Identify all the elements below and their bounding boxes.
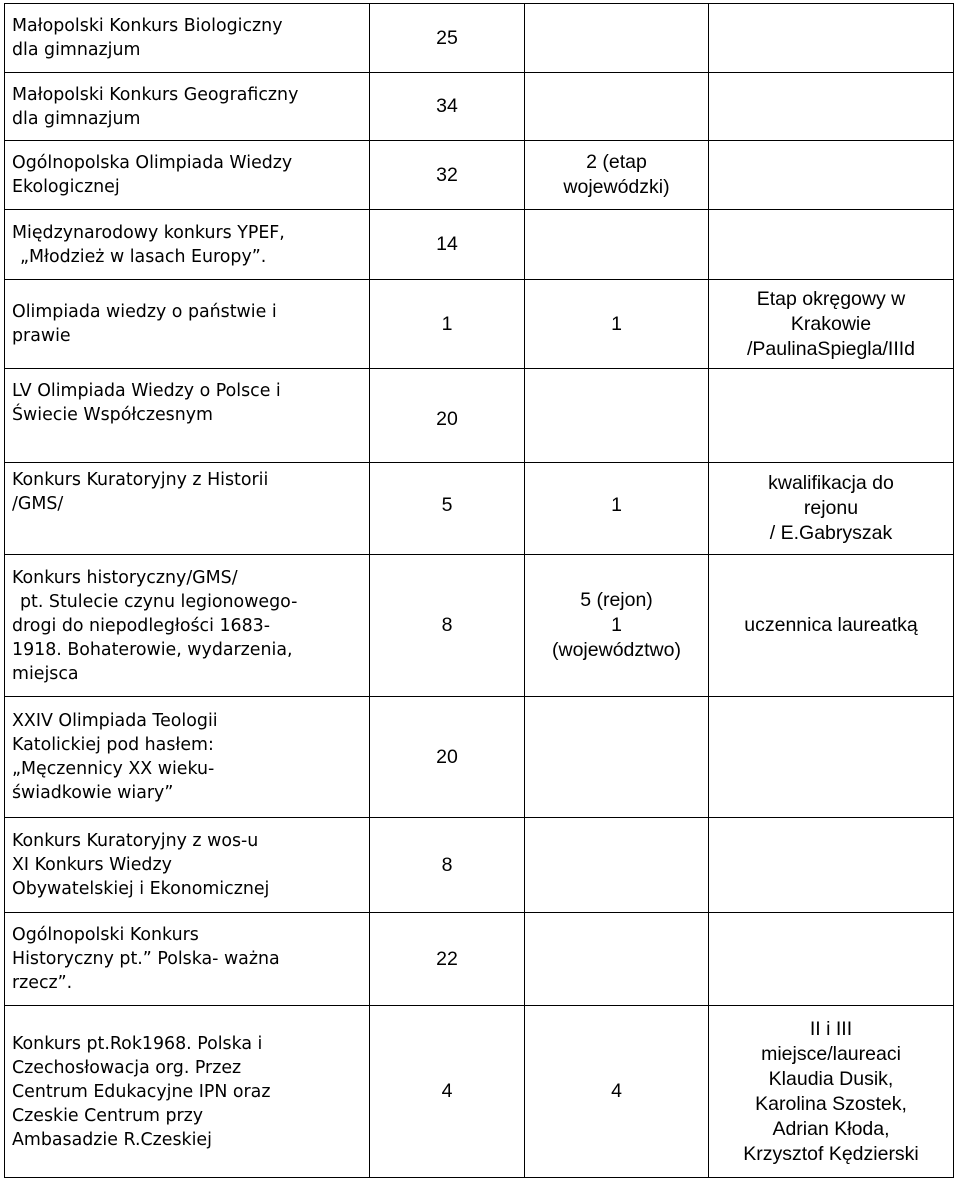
result-line: 5 (rejon) xyxy=(580,589,653,611)
participants-cell xyxy=(370,463,525,555)
participants-cell: 32 xyxy=(370,141,525,210)
table-row xyxy=(5,4,954,73)
result-line: 1 xyxy=(611,614,622,636)
competition-name-line: prawie xyxy=(12,326,71,346)
note-line: / E.Gabryszak xyxy=(769,522,893,544)
competition-name-line: Olimpiada wiedzy o państwie i xyxy=(12,302,277,322)
note-line: Krakowie xyxy=(790,312,872,335)
note-line: Adrian Kłoda, xyxy=(772,1117,890,1140)
competition-name-cell xyxy=(5,818,370,913)
competition-name-line: Konkurs pt.Rok1968. Polska i xyxy=(12,1033,263,1054)
competition-name-line: 1918. Bohaterowie, wydarzenia, xyxy=(12,639,293,660)
competition-name-line: XI Konkurs Wiedzy xyxy=(12,855,172,875)
competition-name-cell xyxy=(5,913,370,1006)
note-line: Krzysztof Kędzierski xyxy=(743,1142,919,1165)
competition-name-line: świadkowie wiary” xyxy=(12,783,174,803)
note-line: Klaudia Dusik, xyxy=(768,1067,894,1090)
competition-name-line: dla gimnazjum xyxy=(12,40,141,60)
note-cell xyxy=(709,818,954,913)
competition-name-line: Konkurs Kuratoryjny z Historii xyxy=(12,470,269,490)
note-line: Karolina Szostek, xyxy=(755,1092,907,1115)
competition-name-line: pt. Stulecie czynu legionowego- xyxy=(20,591,298,612)
table-row xyxy=(5,818,954,913)
competition-name-line: Czechosłowacja org. Przez xyxy=(12,1057,242,1078)
competition-name-line: Czeskie Centrum przy xyxy=(12,1105,204,1126)
competition-name-line: Ekologicznej xyxy=(12,177,120,197)
participants-cell: 4 xyxy=(370,1006,525,1178)
competition-name-line: Centrum Edukacyjne IPN oraz xyxy=(12,1081,271,1102)
result-cell xyxy=(525,1006,709,1178)
result-line: (województwo) xyxy=(552,639,681,661)
table-row xyxy=(5,555,954,697)
result-line: 2 (etap xyxy=(586,151,647,173)
competition-name-cell xyxy=(5,141,370,210)
competition-results-table xyxy=(4,3,954,1178)
competition-name-line: Międzynarodowy konkurs YPEF, xyxy=(12,222,285,243)
note-line: kwalifikacja do xyxy=(768,472,894,494)
participants-cell xyxy=(370,369,525,463)
table-row xyxy=(5,280,954,369)
competition-name-line: Historyczny pt.” Polska- ważna xyxy=(12,949,280,969)
note-line: /PaulinaSpiegla/IIId xyxy=(746,337,916,360)
note-line: Etap okręgowy w xyxy=(756,287,906,310)
competition-name-line: Ambasadzie R.Czeskiej xyxy=(12,1129,212,1150)
note-cell xyxy=(709,4,954,73)
note-line: uczennica laureatką xyxy=(744,614,918,636)
result-cell xyxy=(525,280,709,369)
competition-name-line: Katolickiej pod hasłem: xyxy=(12,735,214,755)
competition-name-cell xyxy=(5,555,370,697)
table-row xyxy=(5,73,954,141)
competition-name-cell xyxy=(5,1006,370,1178)
result-cell xyxy=(525,818,709,913)
note-cell xyxy=(709,697,954,818)
table-row xyxy=(5,697,954,818)
participants-cell: 20 xyxy=(370,697,525,818)
participants-cell: 34 xyxy=(370,73,525,141)
competition-name-line: Konkurs historyczny/GMS/ xyxy=(12,567,238,588)
table-body xyxy=(5,4,954,1178)
competition-name-line: dla gimnazjum xyxy=(12,108,141,129)
participants-cell: 14 xyxy=(370,210,525,280)
competition-name-cell xyxy=(5,697,370,818)
table-row xyxy=(5,141,954,210)
result-cell xyxy=(525,913,709,1006)
participants-cell: 8 xyxy=(370,818,525,913)
participants-cell: 25 xyxy=(370,4,525,73)
result-cell xyxy=(525,4,709,73)
competition-name-line: Małopolski Konkurs Biologiczny xyxy=(12,16,283,36)
note-cell xyxy=(709,141,954,210)
competition-name-line: miejsca xyxy=(12,663,79,684)
competition-name-cell xyxy=(5,4,370,73)
competition-name-line: Małopolski Konkurs Geograficzny xyxy=(12,84,299,105)
result-cell xyxy=(525,141,709,210)
participants-cell: 1 xyxy=(370,280,525,369)
note-line: rejonu xyxy=(803,497,859,519)
competition-name-line: Konkurs Kuratoryjny z wos-u xyxy=(12,831,259,851)
note-cell xyxy=(709,369,954,463)
result-line: 1 xyxy=(611,494,622,516)
note-cell xyxy=(709,555,954,697)
table-row xyxy=(5,1006,954,1178)
competition-name-line: rzecz”. xyxy=(12,973,73,993)
table-row xyxy=(5,463,954,555)
competition-name-line: /GMS/ xyxy=(12,494,64,514)
result-cell xyxy=(525,369,709,463)
participants-cell: 8 xyxy=(370,555,525,697)
competition-name-cell xyxy=(5,280,370,369)
competition-name-line: Ogólnopolska Olimpiada Wiedzy xyxy=(12,153,293,173)
competition-name-cell xyxy=(5,73,370,141)
result-line: 4 xyxy=(611,1080,622,1102)
note-cell xyxy=(709,1006,954,1178)
table-row xyxy=(5,210,954,280)
participants-cell: 22 xyxy=(370,913,525,1006)
competition-name-line: LV Olimpiada Wiedzy o Polsce i xyxy=(12,381,281,401)
participants-value: 5 xyxy=(441,494,453,516)
note-cell xyxy=(709,463,954,555)
note-line: miejsce/laureaci xyxy=(761,1042,901,1065)
table-row xyxy=(5,369,954,463)
note-cell xyxy=(709,210,954,280)
result-cell xyxy=(525,555,709,697)
result-cell xyxy=(525,463,709,555)
competition-name-cell xyxy=(5,210,370,280)
competition-name-line: XXIV Olimpiada Teologii xyxy=(12,711,218,731)
participants-value: 20 xyxy=(436,408,458,430)
competition-name-line: Obywatelskiej i Ekonomicznej xyxy=(12,879,270,899)
result-line: wojewódzki) xyxy=(563,176,670,198)
competition-name-line: drogi do niepodległości 1683- xyxy=(12,615,270,636)
result-cell xyxy=(525,210,709,280)
table-row xyxy=(5,913,954,1006)
note-cell xyxy=(709,280,954,369)
note-cell xyxy=(709,73,954,141)
result-line: 1 xyxy=(611,312,622,335)
competition-name-line: Świecie Współczesnym xyxy=(12,405,213,425)
competition-name-line: „Młodzież w lasach Europy”. xyxy=(20,246,267,267)
note-cell xyxy=(709,913,954,1006)
competition-name-line: „Męczennicy XX wieku- xyxy=(12,759,215,779)
competition-name-cell xyxy=(5,463,370,555)
competition-name-cell xyxy=(5,369,370,463)
competition-name-line: Ogólnopolski Konkurs xyxy=(12,925,199,945)
result-cell xyxy=(525,697,709,818)
note-line: II i III xyxy=(809,1017,853,1040)
result-cell xyxy=(525,73,709,141)
